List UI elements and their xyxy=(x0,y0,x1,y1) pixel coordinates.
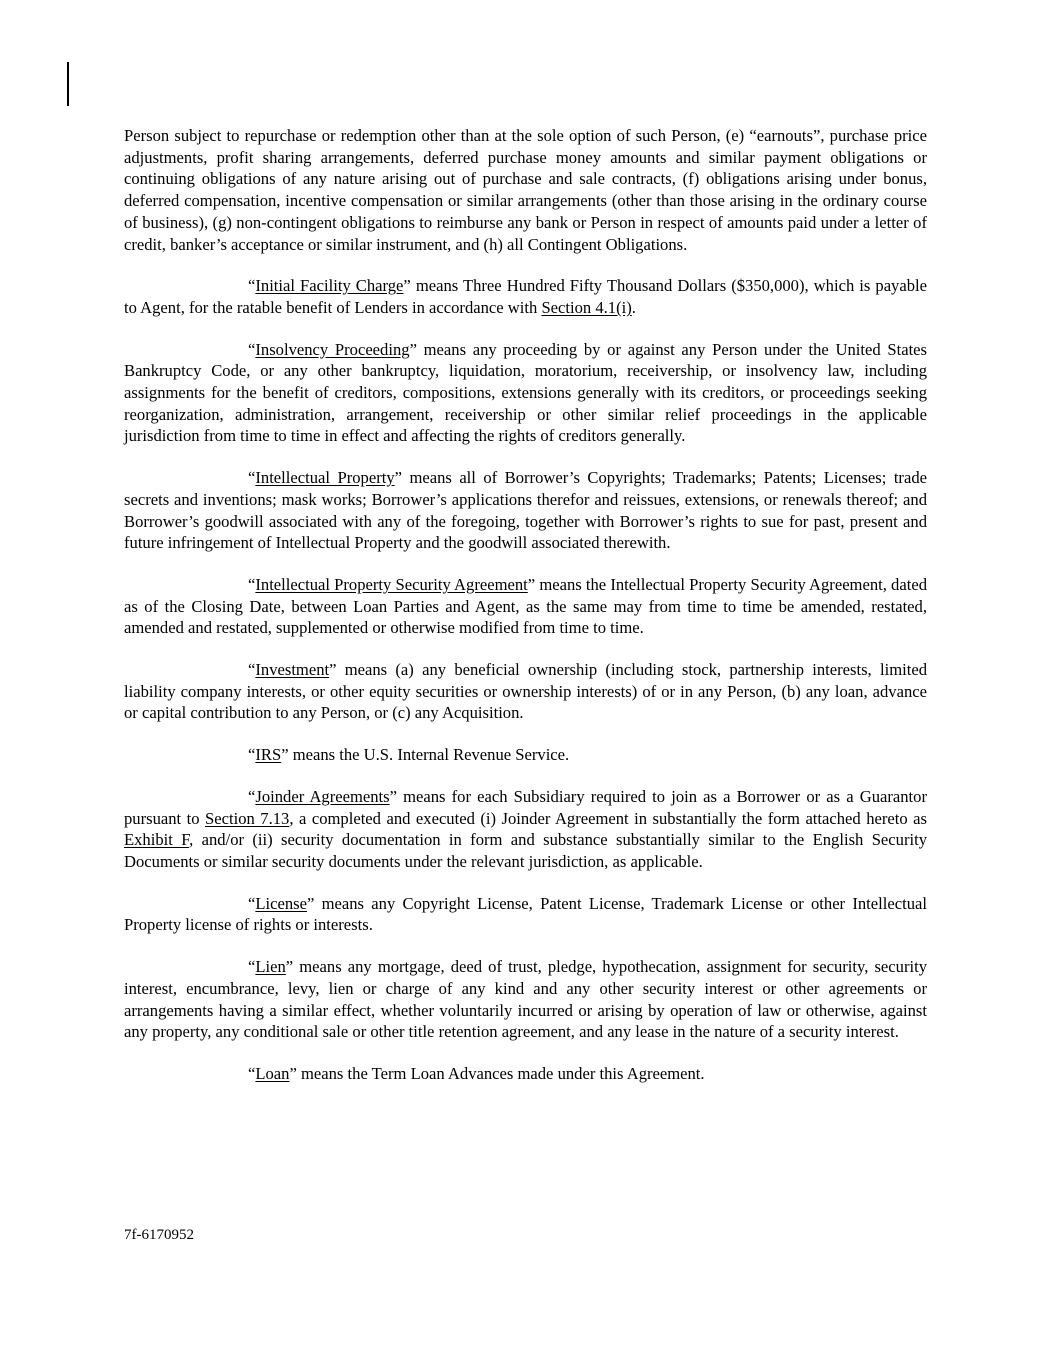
cross-reference: Section 4.1(i) xyxy=(541,297,632,317)
definition-text: ” means all of Borrower’s Copyrights; Trademarks; Patents; Licenses; trade secrets and inventions; mask works; Borrower’s applications therefor and reissues, extensions, or renewals thereof; and Borrower’s goodwill associated with any of the foregoing, together with Borrower’s rights to sue for past, present and future infringement of Intellectual Property and the goodwill associated therewith. xyxy=(124,468,927,553)
definition-text: ” means for each Subsidiary required to join as a Borrower or as a Guarantor pursuant to xyxy=(124,786,927,828)
footer-doc-id: 7f-6170952 xyxy=(124,1227,194,1243)
defined-term: Joinder Agreements xyxy=(255,786,390,806)
definition-lien: “Lien” means any mortgage, deed of trust, pledge, hypothecation, assignment for security, security interest, encumbrance, levy, lien or charge of any kind and any other security interest or other agreements or arrangements having a similar effect, whether voluntarily incurred or arising by operation of law or otherwise, against any property, any conditional sale or other title retention agreement, and any lease in the nature of a security interest. xyxy=(124,957,927,1042)
definition-joinder-agreements: “Joinder Agreements” means for each Subsidiary required to join as a Borrower or as a Guarantor pursuant to Section 7.13, a completed and executed (i) Joinder Agreement in substantially the form attached hereto as Exhibit F, and/or (ii) security documentation in form and substance substantially similar to the English Security Documents or similar security documents under the relevant jurisdiction, as applicable. xyxy=(124,786,927,871)
definition-text: ” means the Term Loan Advances made under this Agreement. xyxy=(289,1063,705,1083)
continuation-text: Person subject to repurchase or redemption other than at the sole option of such Person, (e) “earnouts”, purchase price adjustments, profit sharing arrangements, deferred purchase money amounts and similar payment obligations or continuing obligations of any nature arising out of purchase and sale contracts, (f) obligations arising under bonus, deferred compensation, incentive compensation or similar arrangements (other than those arising in the ordinary course of business), (g) non-contingent obligations to reimburse any bank or Person in respect of amounts paid under a letter of credit, banker’s acceptance or similar instrument, and (h) all Contingent Obligations. xyxy=(124,126,927,254)
defined-term: Lien xyxy=(255,957,286,977)
defined-term: IRS xyxy=(255,745,282,765)
definition-text: ” means Three Hundred Fifty Thousand Dollars ($350,000), which is payable to Agent, for the ratable benefit of Lenders in accordance with xyxy=(124,276,927,317)
definition-investment: “Investment” means (a) any beneficial ownership (including stock, partnership interests, limited liability company interests, or other equity securities or ownership interests) of or in any Person, (b) any loan, advance or capital contribution to any Person, or (c) any Acquisition. xyxy=(124,660,927,723)
revision-change-bar xyxy=(67,62,69,106)
defined-term: License xyxy=(255,893,307,913)
defined-term: Loan xyxy=(255,1063,290,1083)
definition-text: ” means any mortgage, deed of trust, pledge, hypothecation, assignment for security, security interest, encumbrance, levy, lien or charge of any kind and any other security interest or other agreements or arrangements having a similar effect, whether voluntarily incurred or arising by operation of law or otherwise, against any property, any conditional sale or other title retention agreement, and any lease in the nature of a security interest. xyxy=(124,957,927,1042)
document-body xyxy=(124,125,927,1105)
definition-text: ” means (a) any beneficial ownership (including stock, partnership interests, limited liability company interests, or other equity securities or ownership interests) of or in any Person, (b) any loan, advance or capital contribution to any Person, or (c) any Acquisition. xyxy=(124,660,927,723)
definition-text: ” means the U.S. Internal Revenue Service. xyxy=(281,745,570,765)
continuation-paragraph xyxy=(124,125,927,255)
definition-text: ” means the Intellectual Property Security Agreement, dated as of the Closing Date, between Loan Parties and Agent, as the same may from time to time be amended, restated, amended and restated, supplemented or otherwise modified from time to time. xyxy=(124,574,927,638)
definition-text: , a completed and executed (i) Joinder Agreement in substantially the form attached hereto as xyxy=(289,808,927,828)
definition-loan: “Loan” means the Term Loan Advances made under this Agreement. xyxy=(248,1063,705,1083)
definition-intellectual-property: “Intellectual Property” means all of Borrower’s Copyrights; Trademarks; Patents; Licenses; trade secrets and inventions; mask works; Borrower’s applications therefor and reissues, extensions, or renewals thereof; and Borrower’s goodwill associated with any of the foregoing, together with Borrower’s rights to sue for past, present and future infringement of Intellectual Property and the goodwill associated therewith. xyxy=(124,468,927,553)
definition-text: ” means any Copyright License, Patent License, Trademark License or other Intellectual Property license of rights or interests. xyxy=(124,893,927,935)
definition-text: ” means any proceeding by or against any Person under the United States Bankruptcy Code, or any other bankruptcy, liquidation, moratorium, receivership, or insolvency law, including assignments for the benefit of creditors, compositions, extensions generally with its creditors, or proceedings seeking reorganization, administration, arrangement, receivership or other similar relief proceedings in the applicable jurisdiction from time to time in effect and affecting the rights of creditors generally. xyxy=(124,339,927,446)
definition-text: . xyxy=(631,297,636,317)
definition-license: “License” means any Copyright License, Patent License, Trademark License or other Intellectual Property license of rights or interests. xyxy=(124,893,927,935)
defined-term: Investment xyxy=(255,660,330,680)
definition-initial-facility-charge: “Initial Facility Charge” means Three Hundred Fifty Thousand Dollars ($350,000), which is payable to Agent, for the ratable benefit of Lenders in accordance with Section 4.1(i). xyxy=(124,276,927,317)
defined-term: Initial Facility Charge xyxy=(255,276,404,296)
definition-text: , and/or (ii) security documentation in form and substance substantially similar to the English Security Documents or similar security documents under the relevant jurisdiction, as applicable. xyxy=(124,830,927,871)
definition-irs: “IRS” means the U.S. Internal Revenue Service. xyxy=(248,745,570,765)
definition-insolvency-proceeding: “Insolvency Proceeding” means any proceeding by or against any Person under the United States Bankruptcy Code, or any other bankruptcy, liquidation, moratorium, receivership, or insolvency law, including assignments for the benefit of creditors, compositions, extensions generally with its creditors, or proceedings seeking reorganization, administration, arrangement, receivership or other similar relief proceedings in the applicable jurisdiction from time to time in effect and affecting the rights of creditors generally. xyxy=(124,339,927,446)
defined-term: Intellectual Property xyxy=(255,468,395,488)
definition-ip-security-agreement: “Intellectual Property Security Agreement” means the Intellectual Property Security Agreement, dated as of the Closing Date, between Loan Parties and Agent, as the same may from time to time be amended, restated, amended and restated, supplemented or otherwise modified from time to time. xyxy=(124,574,927,638)
cross-reference: Section 7.13 xyxy=(205,808,290,828)
cross-reference: Exhibit F xyxy=(124,830,190,850)
defined-term: Insolvency Proceeding xyxy=(255,339,410,359)
defined-term: Intellectual Property Security Agreement xyxy=(255,574,528,594)
